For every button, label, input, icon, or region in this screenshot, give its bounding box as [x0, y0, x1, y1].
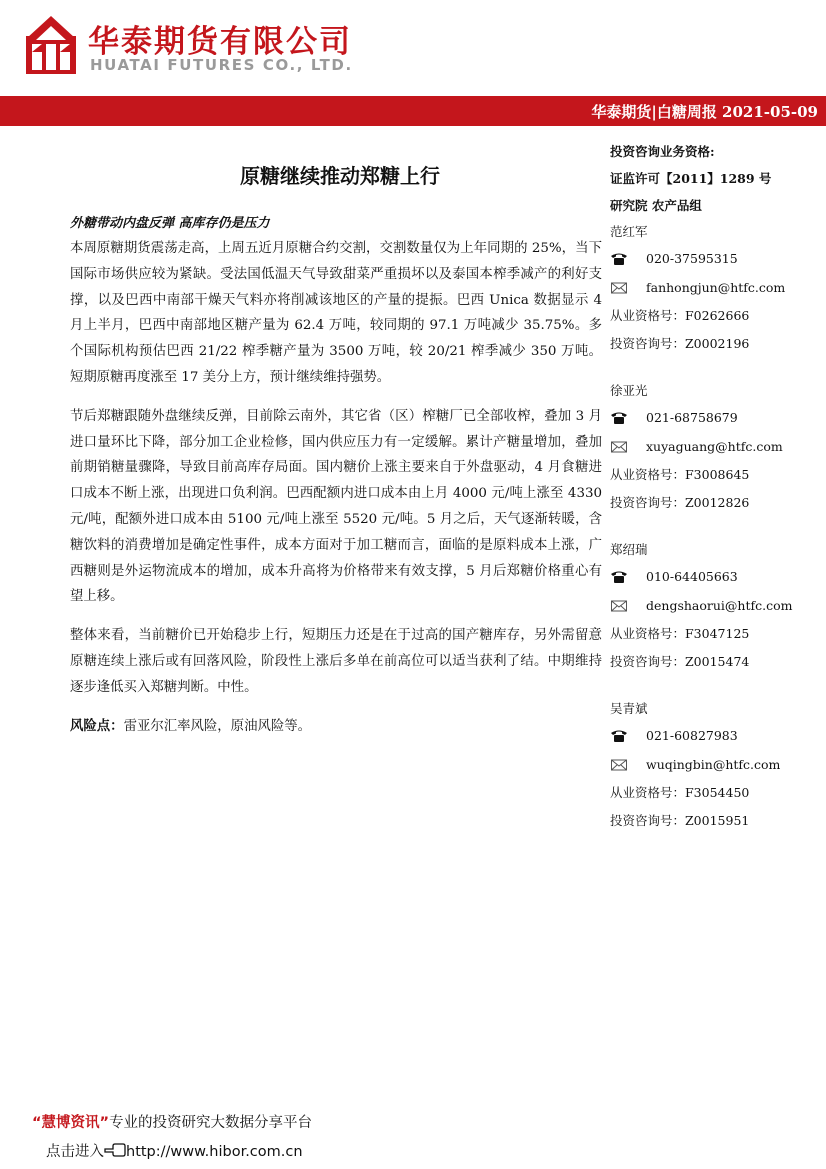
analyst-email[interactable]: fanhongjun@htfc.com [646, 280, 786, 295]
email-row [610, 273, 820, 302]
risk-text: 雷亚尔汇率风险，原油风险等。 [123, 718, 312, 734]
qualification-title: 投资咨询业务资格: [610, 144, 715, 159]
pointing-hand-icon [104, 1142, 126, 1158]
analyst-license: 从业资格号：F0262666 [610, 308, 750, 323]
analyst-email[interactable]: dengshaorui@htfc.com [646, 598, 793, 613]
company-name-en: HUATAI FUTURES CO., LTD. [90, 56, 353, 74]
huatai-logo-icon [26, 16, 76, 74]
footer-tagline-text: 专业的投资研究大数据分享平台 [109, 1115, 313, 1131]
analyst-phone: 020-37595315 [646, 251, 738, 266]
analyst-email[interactable]: xuyaguang@htfc.com [646, 439, 783, 454]
analyst-card [610, 219, 820, 358]
footer-link-row [46, 1140, 303, 1161]
email-row [610, 750, 820, 779]
envelope-icon [610, 440, 628, 454]
analyst-phone: 021-60827983 [646, 728, 738, 743]
phone-row [610, 244, 820, 273]
analyst-card [610, 537, 820, 676]
footer-link-prefix: 点击进入 [46, 1144, 104, 1160]
phone-row [610, 403, 820, 432]
footer-tagline [32, 1111, 312, 1132]
analyst-card [610, 696, 820, 835]
phone-row [610, 562, 820, 591]
footer-link-url[interactable]: http://www.hibor.com.cn [126, 1144, 303, 1160]
analyst-license: 从业资格号：F3047125 [610, 626, 750, 641]
phone-icon [610, 729, 628, 743]
analyst-card [610, 378, 820, 517]
company-name-cn: 华泰期货有限公司 [88, 24, 352, 60]
report-title: 原糖继续推动郑糖上行 [240, 164, 440, 188]
analyst-consult-id: 投资咨询号：Z0015951 [610, 813, 750, 828]
risk-label: 风险点： [70, 717, 124, 734]
analyst-name: 徐亚光 [610, 383, 648, 398]
phone-row [610, 721, 820, 750]
main-content [70, 236, 602, 739]
envelope-icon [610, 758, 628, 772]
report-subtitle: 外糖带动内盘反弹 高库存仍是压力 [70, 216, 270, 231]
body-paragraph: 本周原糖期货震荡走高，上周五近月原糖合约交割，交割数量仅为上年同期的 25%，当下国际市场供应较为紧缺。受法国低温天气导致甜菜严重损坏以及泰国本榨季减产的利好支撑，以及巴西中南部干燥天气料亦将削减该地区的产量的提振。巴西 Unica 数据显示 4 月上半月，巴西中南部地区糖产量为 62.4 万吨，较同期的 97.1 万吨减少 35.75%。多个国际机构预估巴西 21/22 榨季糖产量为 3500 万吨，较 20/21 榨季减少 350 万吨。短期原糖再度涨至 17 美分上方，预计继续维持强势。 [70, 241, 602, 385]
envelope-icon [610, 599, 628, 613]
phone-icon [610, 411, 628, 425]
phone-icon [610, 252, 628, 266]
analyst-email[interactable]: wuqingbin@htfc.com [646, 757, 781, 772]
email-row [610, 432, 820, 461]
analyst-consult-id: 投资咨询号：Z0002196 [610, 336, 750, 351]
body-paragraph: 节后郑糖跟随外盘继续反弹，目前除云南外，其它省（区）榨糖厂已全部收榨，叠加 3 月进口量环比下降，部分加工企业检修，国内供应压力有一定缓解。累计产糖量增加，叠加前期销糖量骤降，导致目前高库存局面。国内糖价上涨主要来自于外盘驱动，4 月食糖进口成本不断上涨，出现进口负利润。巴西配额内进口成本由上月 4000 元/吨上涨至 4330 元/吨，配额外进口成本由 5100 元/吨上涨至 5520 元/吨。5 月之后，天气逐渐转暖，含糖饮料的消费增加是确定性事件，成本方面对于加工糖而言，面临的是原料成本上涨，广西糖则是外运物流成本的增加，成本升高将为价格带来有效支撑，5 月后郑糖价格重心有望上移。 [70, 408, 602, 605]
research-team: 研究院 农产品组 [610, 198, 702, 213]
analyst-name: 郑绍瑞 [610, 542, 648, 557]
analyst-license: 从业资格号：F3054450 [610, 785, 750, 800]
phone-icon [610, 570, 628, 584]
envelope-icon [610, 281, 628, 295]
analyst-name: 范红军 [610, 224, 648, 239]
analyst-sidebar [610, 138, 820, 835]
qualification-license: 证监许可【2011】1289 号 [610, 171, 772, 186]
analyst-phone: 021-68758679 [646, 410, 738, 425]
report-label: 华泰期货|白糖周报 2021-05-09 [591, 103, 818, 121]
email-row [610, 591, 820, 620]
analyst-name: 吴青斌 [610, 701, 648, 716]
analyst-consult-id: 投资咨询号：Z0012826 [610, 495, 750, 510]
analyst-phone: 010-64405663 [646, 569, 738, 584]
footer-brand: “慧博资讯” [32, 1115, 110, 1131]
analyst-license: 从业资格号：F3008645 [610, 467, 750, 482]
risk-paragraph [70, 714, 602, 740]
analyst-consult-id: 投资咨询号：Z0015474 [610, 654, 750, 669]
body-paragraph: 整体来看，当前糖价已开始稳步上行，短期压力还是在于过高的国产糖库存，另外需留意原糖连续上涨后或有回落风险，阶段性上涨后多单在前高位可以适当获利了结。中期维持逐步逢低买入郑糖判断。中性。 [70, 628, 602, 695]
